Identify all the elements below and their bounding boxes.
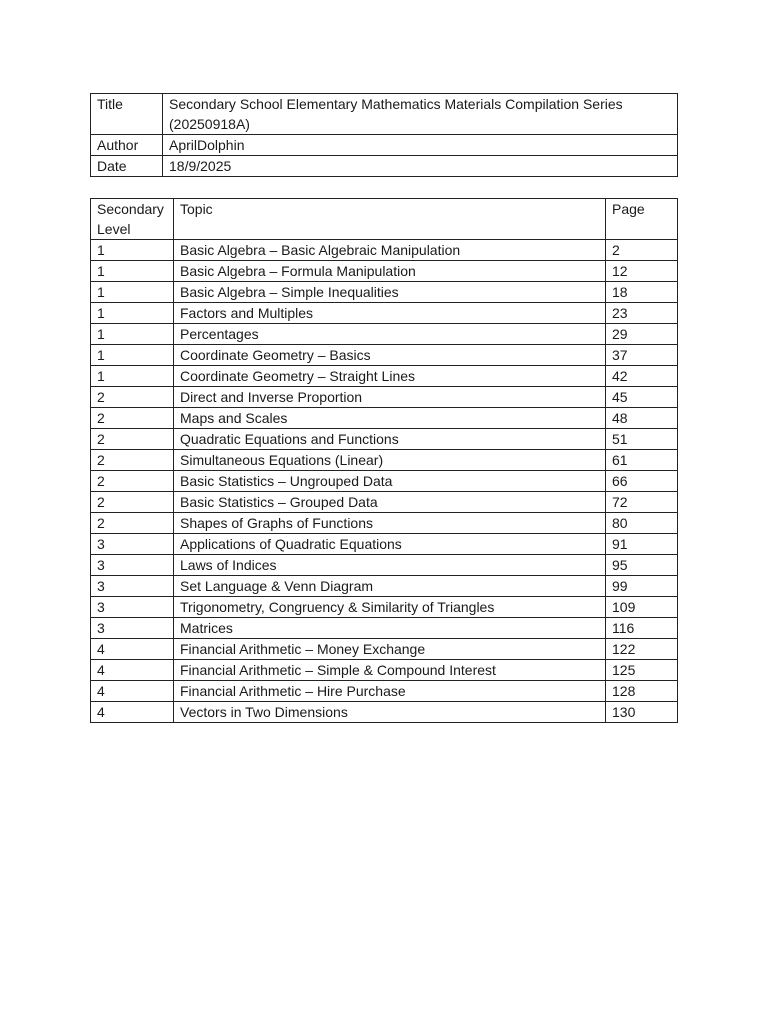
- page-cell: 37: [606, 345, 678, 366]
- document-info-table: [90, 93, 678, 177]
- level-cell: 1: [91, 261, 174, 282]
- table-row: [91, 261, 678, 282]
- date-value: 18/9/2025: [163, 156, 678, 177]
- page-cell: 42: [606, 366, 678, 387]
- topic-cell: Financial Arithmetic – Hire Purchase: [174, 681, 606, 702]
- topic-cell: Basic Statistics – Grouped Data: [174, 492, 606, 513]
- page-cell: 130: [606, 702, 678, 723]
- level-cell: 2: [91, 387, 174, 408]
- topic-cell: Matrices: [174, 618, 606, 639]
- author-row: [91, 135, 678, 156]
- table-row: [91, 534, 678, 555]
- table-row: [91, 555, 678, 576]
- table-row: [91, 345, 678, 366]
- level-cell: 4: [91, 660, 174, 681]
- page-cell: 23: [606, 303, 678, 324]
- table-row: [91, 513, 678, 534]
- table-row: [91, 639, 678, 660]
- table-row: [91, 681, 678, 702]
- page-cell: 122: [606, 639, 678, 660]
- page-cell: 18: [606, 282, 678, 303]
- page-cell: 99: [606, 576, 678, 597]
- level-cell: 4: [91, 702, 174, 723]
- page-cell: 29: [606, 324, 678, 345]
- topic-column-header: Topic: [174, 199, 606, 240]
- topic-cell: Shapes of Graphs of Functions: [174, 513, 606, 534]
- table-of-contents: [90, 198, 678, 723]
- page-cell: 125: [606, 660, 678, 681]
- level-cell: 1: [91, 282, 174, 303]
- page-cell: 66: [606, 471, 678, 492]
- topic-cell: Laws of Indices: [174, 555, 606, 576]
- level-cell: 1: [91, 240, 174, 261]
- level-cell: 4: [91, 681, 174, 702]
- topic-cell: Basic Algebra – Formula Manipulation: [174, 261, 606, 282]
- level-cell: 4: [91, 639, 174, 660]
- table-row: [91, 660, 678, 681]
- page-cell: 128: [606, 681, 678, 702]
- level-cell: 3: [91, 534, 174, 555]
- topic-cell: Trigonometry, Congruency & Similarity of Triangles: [174, 597, 606, 618]
- level-cell: 3: [91, 597, 174, 618]
- topic-cell: Applications of Quadratic Equations: [174, 534, 606, 555]
- level-cell: 1: [91, 324, 174, 345]
- topic-cell: Percentages: [174, 324, 606, 345]
- topic-cell: Financial Arithmetic – Simple & Compound Interest: [174, 660, 606, 681]
- table-row: [91, 618, 678, 639]
- level-cell: 1: [91, 345, 174, 366]
- level-cell: 1: [91, 366, 174, 387]
- table-row: [91, 576, 678, 597]
- topic-cell: Vectors in Two Dimensions: [174, 702, 606, 723]
- topic-cell: Basic Algebra – Simple Inequalities: [174, 282, 606, 303]
- topic-cell: Quadratic Equations and Functions: [174, 429, 606, 450]
- topic-cell: Simultaneous Equations (Linear): [174, 450, 606, 471]
- table-row: [91, 702, 678, 723]
- author-label: Author: [91, 135, 163, 156]
- page-cell: 91: [606, 534, 678, 555]
- page-column-header: Page: [606, 199, 678, 240]
- table-row: [91, 387, 678, 408]
- topic-cell: Basic Statistics – Ungrouped Data: [174, 471, 606, 492]
- level-cell: 2: [91, 429, 174, 450]
- level-cell: 2: [91, 492, 174, 513]
- level-cell: 2: [91, 408, 174, 429]
- topic-cell: Maps and Scales: [174, 408, 606, 429]
- level-cell: 2: [91, 471, 174, 492]
- page-cell: 109: [606, 597, 678, 618]
- level-column-header: Secondary Level: [91, 199, 174, 240]
- topic-cell: Direct and Inverse Proportion: [174, 387, 606, 408]
- topic-cell: Coordinate Geometry – Basics: [174, 345, 606, 366]
- topic-cell: Factors and Multiples: [174, 303, 606, 324]
- table-row: [91, 366, 678, 387]
- topic-cell: Coordinate Geometry – Straight Lines: [174, 366, 606, 387]
- level-cell: 2: [91, 513, 174, 534]
- level-cell: 1: [91, 303, 174, 324]
- table-row: [91, 450, 678, 471]
- title-label: Title: [91, 94, 163, 135]
- table-row: [91, 492, 678, 513]
- date-row: [91, 156, 678, 177]
- table-row: [91, 303, 678, 324]
- table-row: [91, 282, 678, 303]
- title-row: [91, 94, 678, 135]
- page-cell: 61: [606, 450, 678, 471]
- table-row: [91, 597, 678, 618]
- topic-cell: Set Language & Venn Diagram: [174, 576, 606, 597]
- page-cell: 116: [606, 618, 678, 639]
- page-cell: 12: [606, 261, 678, 282]
- page-cell: 72: [606, 492, 678, 513]
- level-cell: 3: [91, 576, 174, 597]
- page-cell: 2: [606, 240, 678, 261]
- page-cell: 51: [606, 429, 678, 450]
- date-label: Date: [91, 156, 163, 177]
- page-cell: 45: [606, 387, 678, 408]
- table-row: [91, 429, 678, 450]
- author-value: AprilDolphin: [163, 135, 678, 156]
- page-cell: 95: [606, 555, 678, 576]
- page-cell: 48: [606, 408, 678, 429]
- topic-cell: Financial Arithmetic – Money Exchange: [174, 639, 606, 660]
- table-row: [91, 471, 678, 492]
- table-row: [91, 240, 678, 261]
- title-value: Secondary School Elementary Mathematics Materials Compilation Series (20250918A): [163, 94, 678, 135]
- level-cell: 2: [91, 450, 174, 471]
- toc-header-row: [91, 199, 678, 240]
- table-row: [91, 408, 678, 429]
- page-cell: 80: [606, 513, 678, 534]
- topic-cell: Basic Algebra – Basic Algebraic Manipulation: [174, 240, 606, 261]
- table-row: [91, 324, 678, 345]
- level-cell: 3: [91, 555, 174, 576]
- level-cell: 3: [91, 618, 174, 639]
